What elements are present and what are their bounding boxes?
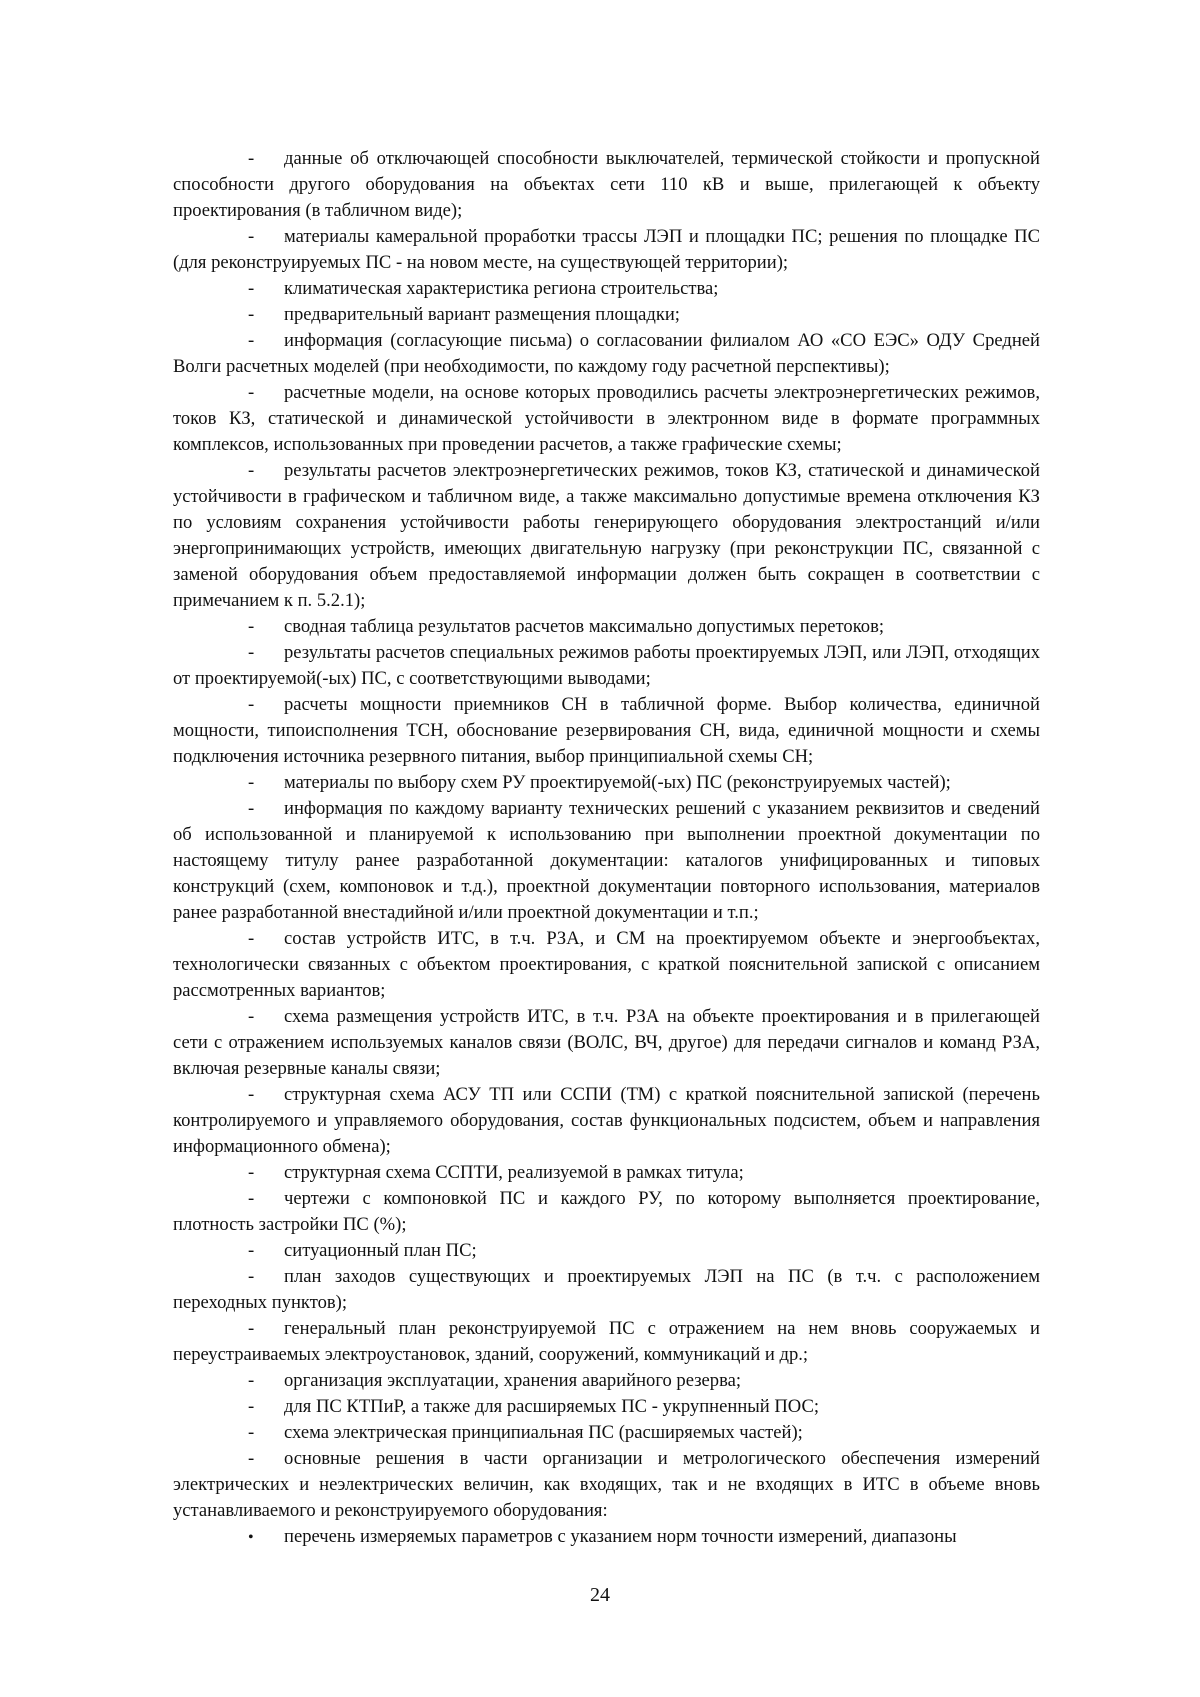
list-item-text: организация эксплуатации, хранения аварийного резерва; bbox=[284, 1370, 742, 1391]
list-item bbox=[173, 614, 1040, 640]
list-item-text: генеральный план реконструируемой ПС с отражением на нем вновь сооружаемых и переустраиваемых электроустановок, зданий, сооружений, коммуникаций и др.; bbox=[173, 1318, 1040, 1365]
list-marker: - bbox=[248, 148, 255, 169]
list-marker: - bbox=[248, 1422, 255, 1443]
list-marker: - bbox=[248, 616, 255, 637]
list-item bbox=[173, 302, 1040, 328]
list-item-text: ситуационный план ПС; bbox=[284, 1240, 477, 1261]
list-item bbox=[173, 1264, 1040, 1316]
list-item-text: информация (согласующие письма) о согласовании филиалом АО «СО ЕЭС» ОДУ Средней Волги расчетных моделей (при необходимости, по каждому году расчетной перспективы); bbox=[173, 330, 1040, 377]
list-marker: - bbox=[248, 1006, 255, 1027]
list-item-text: информация по каждому варианту технических решений с указанием реквизитов и сведений об использованной и планируемой к использованию при выполнении проектной документации по настоящему титулу ранее разработанной документации: каталогов унифицированных и типовых конструкций (схем, компоновок и т.д.), проектной документации повторного использования, материалов ранее разработанной внестадийной и/или проектной документации и т.п.; bbox=[173, 798, 1040, 923]
list-marker: - bbox=[248, 1084, 255, 1105]
list-item bbox=[173, 1160, 1040, 1186]
list-marker: - bbox=[248, 460, 255, 481]
list-marker: - bbox=[248, 1188, 255, 1209]
list-item-text: данные об отключающей способности выключателей, термической стойкости и пропускной способности другого оборудования на объектах сети 110 кВ и выше, прилегающей к объекту проектирования (в табличном виде); bbox=[173, 148, 1040, 221]
list-item-text: структурная схема ССПТИ, реализуемой в рамках титула; bbox=[284, 1162, 744, 1183]
list-item bbox=[173, 458, 1040, 614]
list-item-text: материалы по выбору схем РУ проектируемой(-ых) ПС (реконструируемых частей); bbox=[284, 772, 951, 793]
list-marker: - bbox=[248, 798, 255, 819]
list-marker: - bbox=[248, 772, 255, 793]
list-item bbox=[173, 1186, 1040, 1238]
list-item bbox=[173, 1394, 1040, 1420]
list-marker: - bbox=[248, 1240, 255, 1261]
list-item-text: схема электрическая принципиальная ПС (расширяемых частей); bbox=[284, 1422, 803, 1443]
list-marker: - bbox=[248, 642, 255, 663]
list-item-text: основные решения в части организации и метрологического обеспечения измерений электрических и неэлектрических величин, как входящих, так и не входящих в ИТС в объеме вновь устанавливаемого и реконструируемого оборудования: bbox=[173, 1448, 1040, 1521]
list-marker: - bbox=[248, 928, 255, 949]
list-item-text: предварительный вариант размещения площадки; bbox=[284, 304, 680, 325]
list-item bbox=[173, 276, 1040, 302]
list-item-text: расчеты мощности приемников СН в табличной форме. Выбор количества, единичной мощности, типоисполнения ТСН, обоснование резервирования СН, вида, единичной мощности и схемы подключения источника резервного питания, выбор принципиальной схемы СН; bbox=[173, 694, 1040, 767]
list-marker: - bbox=[248, 1318, 255, 1339]
list-item-text: результаты расчетов электроэнергетических режимов, токов КЗ, статической и динамической устойчивости в графическом и табличном виде, а также максимально допустимые времена отключения КЗ по условиям сохранения устойчивости работы генерирующего оборудования электростанций и/или энергопринимающих устройств, имеющих двигательную нагрузку (при реконструкции ПС, связанной с заменой оборудования объем предоставляемой информации должен быть сокращен в соответствии с примечанием к п. 5.2.1); bbox=[173, 460, 1040, 611]
list-item-text: сводная таблица результатов расчетов максимально допустимых перетоков; bbox=[284, 616, 885, 637]
list-item bbox=[173, 328, 1040, 380]
list-item-text: расчетные модели, на основе которых проводились расчеты электроэнергетических режимов, токов КЗ, статической и динамической устойчивости в электронном виде в формате программных комплексов, использованных при проведении расчетов, а также графические схемы; bbox=[173, 382, 1040, 455]
list-marker: - bbox=[248, 1448, 255, 1469]
list-marker: - bbox=[248, 382, 255, 403]
list-marker: - bbox=[248, 1266, 255, 1287]
list-marker: - bbox=[248, 1162, 255, 1183]
list-item bbox=[173, 1368, 1040, 1394]
list-item bbox=[173, 146, 1040, 224]
list-item bbox=[173, 224, 1040, 276]
list-item bbox=[173, 926, 1040, 1004]
list-marker: - bbox=[248, 304, 255, 325]
list-item bbox=[173, 1316, 1040, 1368]
bullet-marker: • bbox=[248, 1529, 254, 1546]
list-marker: - bbox=[248, 226, 255, 247]
list-marker: - bbox=[248, 694, 255, 715]
list-item bbox=[173, 380, 1040, 458]
list-item bbox=[173, 1082, 1040, 1160]
list-item bbox=[173, 640, 1040, 692]
list-item bbox=[173, 1420, 1040, 1446]
list-item-text: результаты расчетов специальных режимов работы проектируемых ЛЭП, или ЛЭП, отходящих от проектируемой(-ых) ПС, с соответствующими выводами; bbox=[173, 642, 1040, 689]
document-body bbox=[173, 146, 1040, 1551]
list-marker: - bbox=[248, 278, 255, 299]
list-item bbox=[173, 796, 1040, 926]
list-item-text: климатическая характеристика региона строительства; bbox=[284, 278, 719, 299]
list-item-text: схема размещения устройств ИТС, в т.ч. РЗА на объекте проектирования и в прилегающей сети с отражением используемых каналов связи (ВОЛС, ВЧ, другое) для передачи сигналов и команд РЗА, включая резервные каналы связи; bbox=[173, 1006, 1040, 1079]
list-item-text: структурная схема АСУ ТП или ССПИ (ТМ) с краткой пояснительной запиской (перечень контролируемого и управляемого оборудования, состав функциональных подсистем, объем и направления информационного обмена); bbox=[173, 1084, 1040, 1157]
list-marker: - bbox=[248, 1370, 255, 1391]
list-item-text: состав устройств ИТС, в т.ч. РЗА, и СМ на проектируемом объекте и энергообъектах, технологически связанных с объектом проектирования, с краткой пояснительной запиской с описанием рассмотренных вариантов; bbox=[173, 928, 1040, 1001]
list-item bbox=[173, 1238, 1040, 1264]
list-item bbox=[173, 1524, 1040, 1551]
page-number: 24 bbox=[590, 1584, 610, 1606]
list-item-text: чертежи с компоновкой ПС и каждого РУ, по которому выполняется проектирование, плотность застройки ПС (%); bbox=[173, 1188, 1040, 1235]
list-item-text: материалы камеральной проработки трассы ЛЭП и площадки ПС; решения по площадке ПС (для реконструируемых ПС - на новом месте, на существующей территории); bbox=[173, 226, 1040, 273]
list-item bbox=[173, 692, 1040, 770]
list-item-text: для ПС КТПиР, а также для расширяемых ПС - укрупненный ПОС; bbox=[284, 1396, 820, 1417]
list-item-text: план заходов существующих и проектируемых ЛЭП на ПС (в т.ч. с расположением переходных пунктов); bbox=[173, 1266, 1040, 1313]
list-item-text: перечень измеряемых параметров с указанием норм точности измерений, диапазоны bbox=[284, 1526, 957, 1547]
list-item bbox=[173, 770, 1040, 796]
list-marker: - bbox=[248, 330, 255, 351]
list-item bbox=[173, 1446, 1040, 1524]
list-marker: - bbox=[248, 1396, 255, 1417]
list-item bbox=[173, 1004, 1040, 1082]
